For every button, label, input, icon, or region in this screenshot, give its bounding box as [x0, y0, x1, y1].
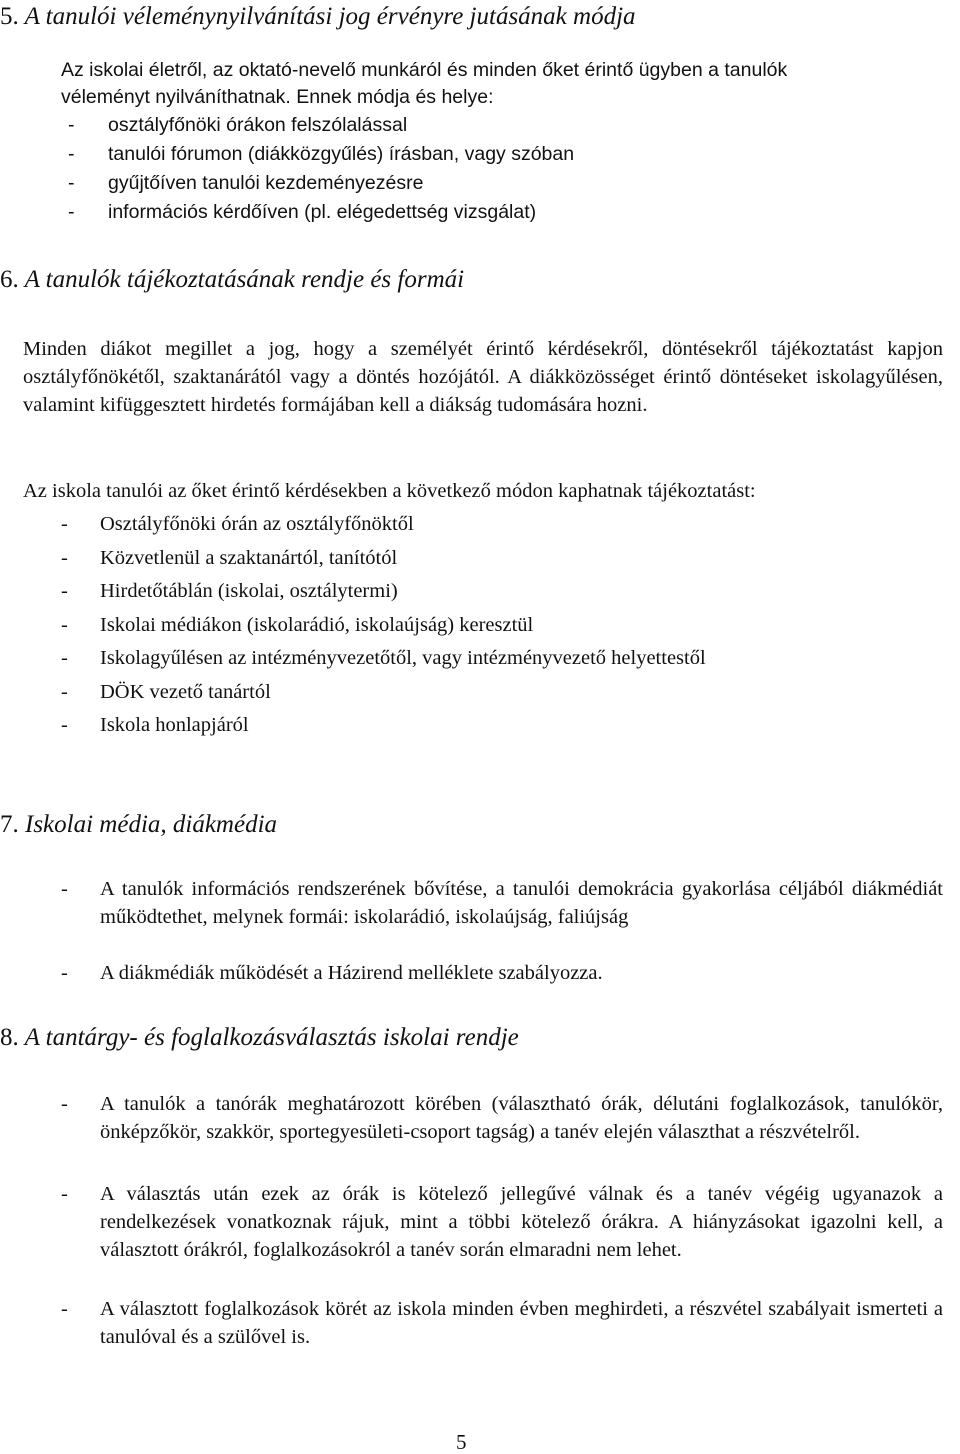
list-dash: - — [68, 143, 75, 165]
list-item-text: osztályfőnöki órákon felszólalással — [108, 114, 408, 136]
list-item-text: Iskolai médiákon (iskolarádió, iskolaújság) keresztül — [100, 613, 534, 636]
list-dash: - — [61, 680, 68, 703]
list-item-text: Közvetlenül a szaktanártól, tanítótól — [100, 546, 398, 569]
section-6-list — [61, 510, 921, 750]
list-item-text: Iskola honlapjáról — [100, 714, 249, 736]
section-5-number: 5. — [0, 3, 19, 30]
section-5-intro-line-1: Az iskolai életről, az oktató-nevelő munkáról és minden őket érintő ügyben a tanulók — [61, 59, 788, 81]
list-item-text: A tanulók információs rendszerének bővítése, a tanulói demokrácia gyakorlása céljából diákmédiát működtethet, melynek formái: iskolarádió, iskolaújság, faliújság — [100, 878, 943, 928]
list-dash: - — [61, 580, 68, 602]
list-dash: - — [68, 114, 75, 136]
list-item-text: tanulói fórumon (diákközgyűlés) írásban, vagy szóban — [108, 143, 575, 165]
list-item-text: Iskolagyűlésen az intézményvezetőtől, vagy intézményvezető helyettestől — [100, 647, 706, 669]
section-5-title: A tanulói véleménynyilvánítási jog érvényre jutásának módja — [24, 3, 636, 30]
list-item — [61, 875, 943, 931]
section-7-heading — [0, 810, 277, 840]
list-dash: - — [61, 1183, 68, 1205]
list-item-text: A választott foglalkozások körét az iskola minden évben meghirdeti, a részvétel szabályait ismerteti a tanulóval és a szülővel is. — [100, 1298, 943, 1348]
section-8-list — [61, 1090, 943, 1350]
list-dash: - — [61, 1298, 68, 1320]
list-item-text: gyűjtőíven tanulói kezdeményezésre — [108, 172, 424, 194]
page-number: 5 — [456, 1430, 467, 1454]
section-8-heading — [0, 1023, 519, 1053]
list-item-text: DÖK vezető tanártól — [100, 680, 271, 703]
list-dash: - — [61, 714, 68, 736]
section-6-paragraph-1: Minden diákot megillet a jog, hogy a személyét érintő kérdésekről, döntésekről tájékoztatást kapjon osztályfőnökétől, szaktanárától vagy a döntés hozójától. A diákközösséget érintő döntéseket iskolagyűlésen, valamint kifüggesztett hirdetés formájában kell a diákság tudomására hozni. — [23, 338, 943, 416]
list-dash: - — [61, 613, 68, 636]
list-item-text: információs kérdőíven (pl. elégedettség vizsgálat) — [108, 201, 537, 223]
section-6-paragraph-2: Az iskola tanulói az őket érintő kérdésekben a következő módon kaphatnak tájékoztatást: — [23, 480, 756, 502]
list-item — [61, 1090, 943, 1146]
list-item-text: A választás után ezek az órák is kötelező jellegűvé válnak és a tanév végéig ugyanazok a rendelkezések vonatkoznak rájuk, mint a többi kötelező órákra. A hiányzásokat igazolni kell, a választott órákról, foglalkozásokról a tanév során elmaradni nem lehet. — [100, 1183, 943, 1261]
list-item — [61, 1180, 943, 1264]
list-item-text: A tanulók a tanórák meghatározott körében (választható órák, délutáni foglalkozások, tanulókör, önképzőkör, szakkör, sportegyesületi-csoport tagság) a tanév elején választhat a részvételről. — [100, 1093, 943, 1143]
section-8-title: A tantárgy- és foglalkozásválasztás iskolai rendje — [24, 1024, 519, 1051]
section-7-list — [61, 875, 943, 995]
list-dash: - — [61, 1093, 68, 1115]
list-item-text: A diákmédiák működését a Házirend melléklete szabályozza. — [100, 962, 603, 984]
section-6-heading — [0, 265, 464, 295]
list-dash: - — [68, 172, 75, 194]
section-5-intro-line-2: véleményt nyilváníthatnak. Ennek módja és helye: — [61, 86, 494, 108]
list-item-text: Osztályfőnöki órán az osztályfőnöktől — [100, 513, 414, 535]
section-5-list — [68, 111, 768, 231]
list-item — [61, 1295, 943, 1351]
section-6-title: A tanulók tájékoztatásának rendje és formái — [24, 266, 465, 293]
list-dash: - — [61, 962, 68, 984]
section-7-number: 7. — [0, 811, 19, 838]
list-dash: - — [61, 546, 68, 569]
section-8-number: 8. — [0, 1024, 19, 1051]
list-item — [61, 959, 943, 987]
list-dash: - — [68, 201, 75, 223]
section-7-title: Iskolai média, diákmédia — [25, 811, 278, 838]
list-item-text: Hirdetőtáblán (iskolai, osztálytermi) — [100, 580, 398, 602]
section-6-number: 6. — [0, 266, 19, 293]
list-dash: - — [61, 878, 68, 900]
section-5-heading — [0, 2, 636, 32]
list-dash: - — [61, 513, 68, 535]
list-dash: - — [61, 647, 68, 669]
